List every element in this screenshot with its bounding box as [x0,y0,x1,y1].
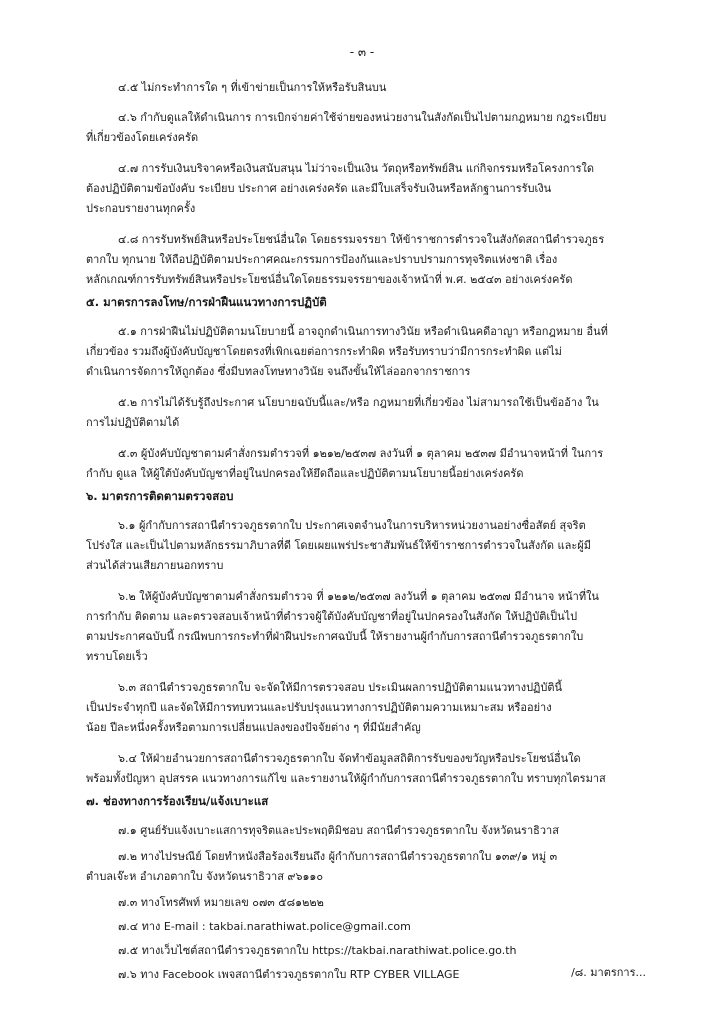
paragraph-line: ๕.๒ การไม่ได้รับรู้ถึงประกาศ นโยบายฉบับนี้และ/หรือ กฎหมายที่เกี่ยวข้อง ไม่สามารถใช้เป็นข้ออ้าง ใน [118,396,599,409]
paragraph-line: ๕.๑ การฝ่าฝืนไม่ปฏิบัติตามนโยบายนี้ อาจถูกดำเนินการทางวินัย หรือดำเนินคดีอาญา หรือกฎหมาย อื่นที่ [118,325,608,338]
paragraph-line: ๖.๒ ให้ผู้บังคับบัญชาตามคำสั่งกรมตำรวจ ที่ ๑๒๑๒/๒๕๓๗ ลงวันที่ ๑ ตุลาคม ๒๕๓๗ มีอำนาจ หน้าที่ใน [118,590,599,603]
paragraph-line: ตำบลเจ๊ะห อำเภอตากใบ จังหวัดนราธิวาส ๙๖๑๑๐ [86,870,324,883]
paragraph-line: การไม่ปฏิบัติตามได้ [86,416,180,429]
paragraph-line: พร้อมทั้งปัญหา อุปสรรค แนวทางการแก้ไข และรายงานให้ผู้กำกับการสถานีตำรวจภูธรตากใบ ทราบทุกไตรมาส [86,772,606,785]
continuation-note: /๘. มาตรการ... [571,966,646,979]
paragraph-line: น้อย ปีละหนึ่งครั้งหรือตามการเปลี่ยนแปลงของปัจจัยต่าง ๆ ที่มีนัยสำคัญ [86,721,421,734]
page-number: - ๓ - [349,45,375,59]
paragraph-line: โปร่งใส และเป็นไปตามหลักธรรมาภิบาลที่ดี โดยเผยแพร่ประชาสัมพันธ์ให้ข้าราชการตำรวจในสังกัด และผู้มี [86,539,591,552]
paragraph-line: ๔.๘ การรับทรัพย์สินหรือประโยชน์อื่นใด โดยธรรมจรรยา ให้ข้าราชการตำรวจในสังกัดสถานีตำรวจภูธร [118,233,605,246]
section-heading: ๗. ช่องทางการร้องเรียน/แจ้งเบาะแส [86,794,269,808]
paragraph-line: ๖.๑ ผู้กำกับการสถานีตำรวจภูธรตากใบ ประกาศเจตจำนงในการบริหารหน่วยงานอย่างซื่อสัตย์ สุจริต [118,519,586,532]
paragraph-line: เป็นประจำทุกปี และจัดให้มีการทบทวนและปรับปรุงแนวทางการปฏิบัติตามความเหมาะสม หรืออย่าง [86,701,552,714]
paragraph-line: การกำกับ ติดตาม และตรวจสอบเจ้าหน้าที่ตำรวจผู้ใต้บังคับบัญชาที่อยู่ในปกครองในสังกัด ให้ปฏิบัติเป็นไป [86,610,578,623]
paragraph-line: ๔.๗ การรับเงินบริจาคหรือเงินสนับสนุน ไม่ว่าจะเป็นเงิน วัตถุหรือทรัพย์สิน แก่กิจกรรมหรือโครงการใด [118,162,595,175]
section-heading: ๕. มาตรการลงโทษ/การฝ่าฝืนแนวทางการปฏิบัติ [86,295,327,309]
paragraph-line: ๖.๔ ให้ฝ่ายอำนวยการสถานีตำรวจภูธรตากใบ จัดทำข้อมูลสถิติการรับของขวัญหรือประโยชน์อื่นใด [118,752,581,765]
paragraph-line: ส่วนได้ส่วนเสียภายนอกทราบ [86,559,224,572]
paragraph-line: ประกอบรายงานทุกครั้ง [86,202,196,215]
paragraph-line: ๔.๕ ไม่กระทำการใด ๆ ที่เข้าข่ายเป็นการให้หรือรับสินบน [118,81,387,94]
paragraph-line: ๗.๑ ศูนย์รับแจ้งเบาะแสการทุจริตและประพฤติมิชอบ สถานีตำรวจภูธรตากใบ จังหวัดนราธิวาส [118,824,559,837]
paragraph-line: ต้องปฏิบัติตามข้อบังคับ ระเบียบ ประกาศ อย่างเคร่งครัด และมีใบเสร็จรับเงินหรือหลักฐานการรับเงิน [86,182,552,195]
paragraph-line: ดำเนินการจัดการให้ถูกต้อง ซึ่งมีบทลงโทษทางวินัย จนถึงขั้นให้ไล่ออกจากราชการ [86,365,471,378]
paragraph-line: กำกับ ดูแล ให้ผู้ใต้บังคับบัญชาที่อยู่ในปกครองให้ยึดถือและปฏิบัติตามนโยบายนี้อย่างเคร่งครัด [86,467,524,480]
paragraph-line: ๗.๓ ทางโทรศัพท์ หมายเลข ๐๗๓ ๕๘๑๒๒๒ [118,896,324,909]
paragraph-line: เกี่ยวข้อง รวมถึงผู้บังคับบัญชาโดยตรงที่เพิกเฉยต่อการกระทำผิด หรือรับทราบว่ามีการกระทำผิด แต่ไม่ [86,345,562,358]
paragraph-line: หลักเกณฑ์การรับทรัพย์สินหรือประโยชน์อื่นใดโดยธรรมจรรยาของเจ้าหน้าที่ พ.ศ. ๒๕๔๓ อย่างเคร่งครัด [86,273,573,286]
paragraph-line: ทราบโดยเร็ว [86,650,148,663]
paragraph-line: ตากใบ ทุกนาย ให้ถือปฏิบัติตามประกาศคณะกรรมการป้องกันและปราบปรามการทุจริตแห่งชาติ เรื่อง [86,253,558,266]
paragraph-line: ๗.๔ ทาง E-mail : takbai.narathiwat.police@gmail.com [118,920,411,933]
paragraph-line: ๔.๖ กำกับดูแลให้ดำเนินการ การเบิกจ่ายค่าใช้จ่ายของหน่วยงานในสังกัดเป็นไปตามกฎหมาย กฎระเบียบ [118,111,607,124]
paragraph-line: ตามประกาศฉบับนี้ กรณีพบการกระทำที่ฝ่าฝืนประกาศฉบับนี้ ให้รายงานผู้กำกับการสถานีตำรวจภูธรตากใบ [86,630,584,643]
paragraph-line: ๗.๕ ทางเว็บไซต์สถานีตำรวจภูธรตากใบ https://takbai.narathiwat.police.go.th [118,944,517,957]
paragraph-line: ๕.๓ ผู้บังคับบัญชาตามคำสั่งกรมตำรวจที่ ๑๒๑๒/๒๕๓๗ ลงวันที่ ๑ ตุลาคม ๒๕๓๗ มีอำนาจหน้าที่ ในการ [118,447,604,460]
paragraph-line: ๖.๓ สถานีตำรวจภูธรตากใบ จะจัดให้มีการตรวจสอบ ประเมินผลการปฏิบัติตามแนวทางปฏิบัตินี้ [118,681,563,694]
paragraph-line: ๗.๒ ทางไปรษณีย์ โดยทำหนังสือร้องเรียนถึง ผู้กำกับการสถานีตำรวจภูธรตากใบ ๑๓๙/๑ หมู่ ๓ [118,850,558,863]
paragraph-line: ที่เกี่ยวข้องโดยเคร่งครัด [86,131,199,144]
paragraph-line: ๗.๖ ทาง Facebook เพจสถานีตำรวจภูธรตากใบ RTP CYBER VILLAGE [118,968,460,981]
section-heading: ๖. มาตรการติดตามตรวจสอบ [86,489,234,503]
